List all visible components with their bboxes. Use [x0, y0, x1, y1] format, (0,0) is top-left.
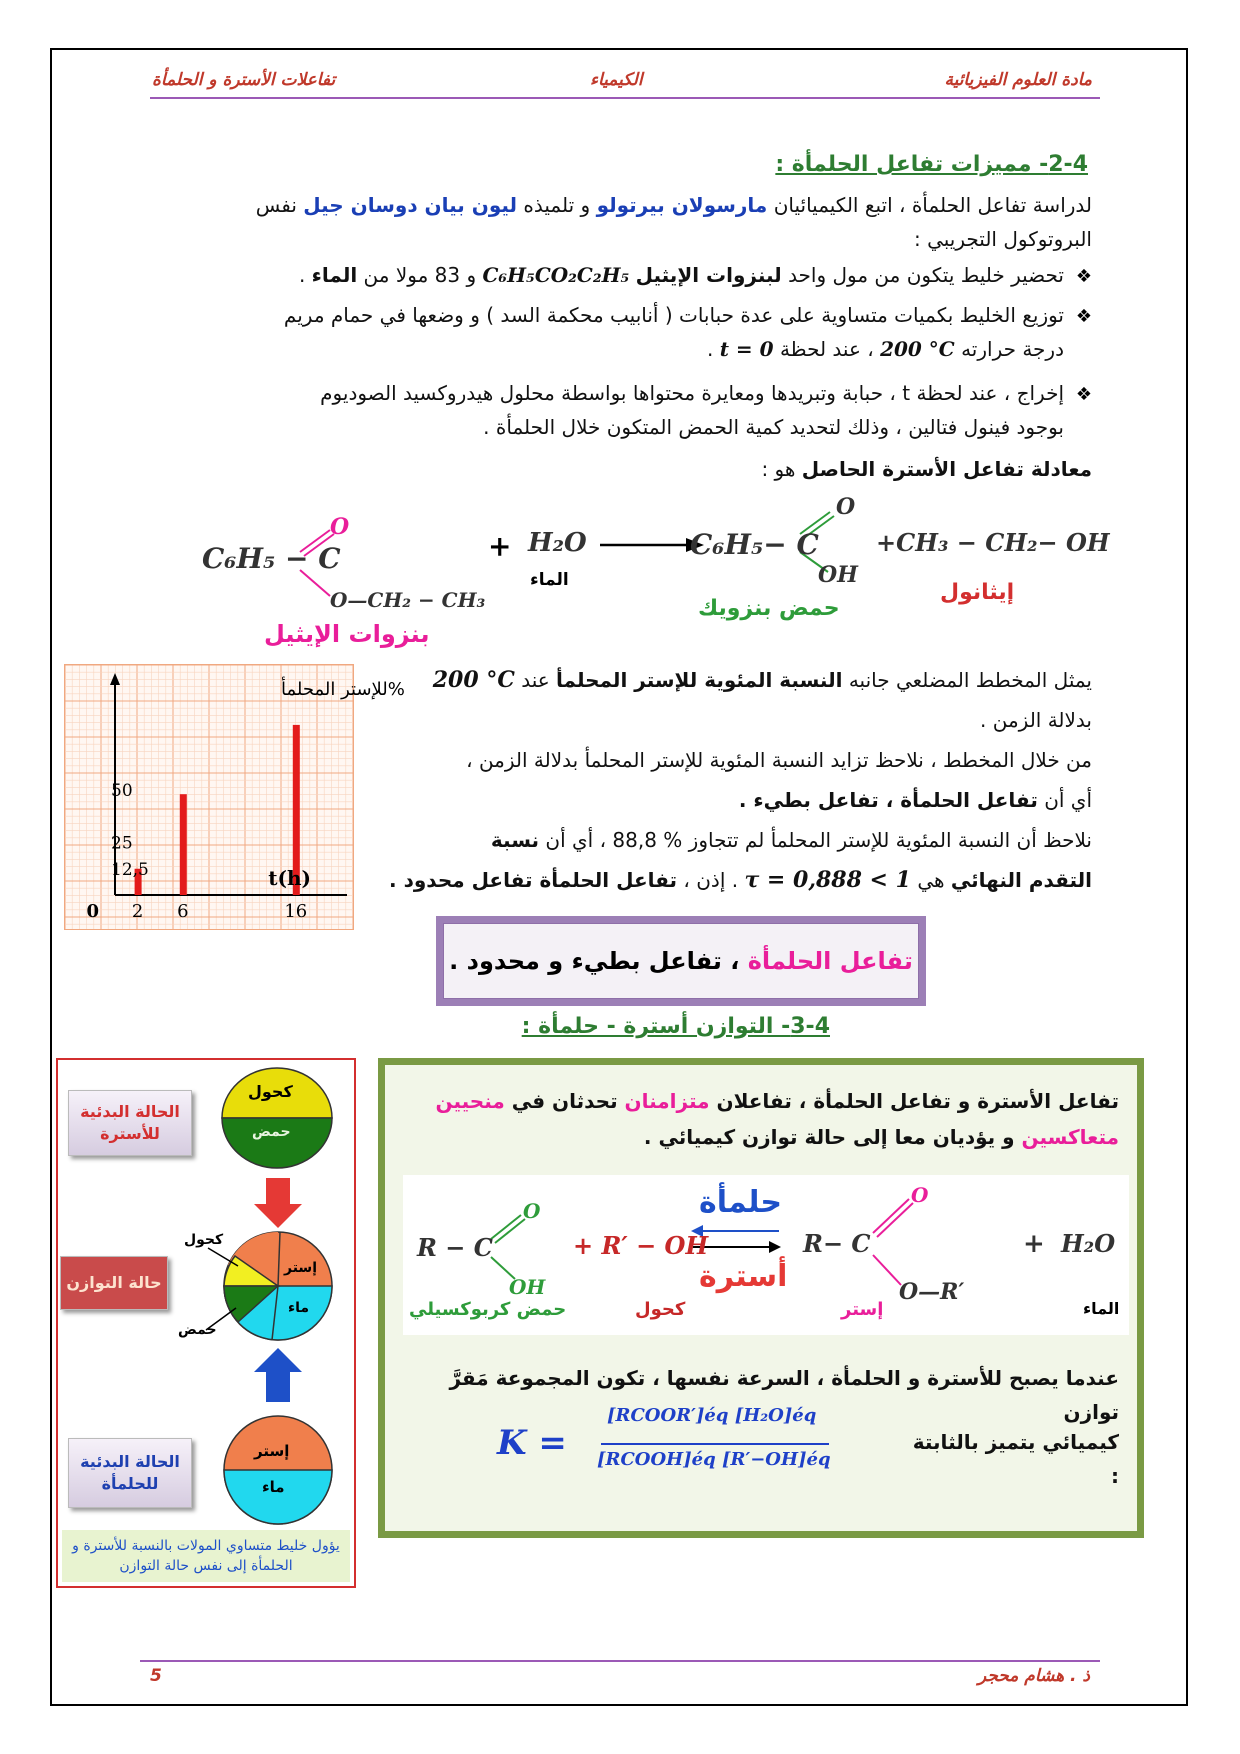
bullet-2-line-1: توزيع الخليط بكميات متساوية على عدة حبابات ( أنابيب محكمة السد ) و وضعها في حمام مريم	[283, 303, 1064, 327]
bullet-3-line-2: بوجود فينول فتالين ، وذلك لتحديد كمية الحمض المتكون خلال الحلمأة .	[483, 415, 1064, 439]
eq-plus-b: +	[1023, 1229, 1045, 1259]
chart-origin-label: 0	[86, 901, 99, 922]
bullet-2-end: .	[707, 337, 714, 361]
gt-line6-a: التقدم النهائي	[950, 868, 1092, 892]
header-subject: مادة العلوم الفيزيائية	[944, 70, 1092, 90]
bottom-ester-label: إستر	[254, 1442, 290, 1460]
gt-line2: بدلالة الزمن .	[980, 708, 1092, 732]
equation-intro-rest: هو :	[761, 457, 796, 481]
gt-line1-b: النسبة المئوية للإستر المحلمأ	[556, 668, 843, 692]
gt-line1-c: عند	[521, 668, 550, 692]
mid-acid-label: حمض	[178, 1322, 217, 1338]
bullet-1-text-c: و 83 مولا من	[363, 263, 477, 287]
header-domain: الكيمياء	[590, 70, 643, 90]
bullet-1-ester: لبنزوات الإيثيل	[635, 263, 782, 287]
k-lhs: K =	[497, 1423, 567, 1463]
hydrolysis-chart	[64, 664, 405, 930]
conclusion-inner	[443, 923, 919, 999]
eq-acid-oh: OH	[509, 1275, 546, 1299]
header-topic: تفاعلات الأسترة و الحلمأة	[152, 70, 336, 90]
bottom-water-label: ماء	[262, 1478, 285, 1496]
eq-arrow-hydrolysis: حلمأة	[699, 1185, 782, 1220]
eq-label-water: الماء	[1083, 1299, 1120, 1318]
equation-intro-bold: معادلة تفاعل الأسترة الحاصل	[801, 457, 1092, 481]
intro-text-b: و تلميذه	[523, 193, 591, 217]
eq-p1-a: تفاعل الأسترة و تفاعل الحلمأة ، تفاعلان	[716, 1089, 1119, 1113]
bullet-1-water: الماء	[311, 263, 358, 287]
eq-paragraph-3: عندما يصبح للأسترة و الحلمأة ، السرعة نفسها ، تكون المجموعة مَقرَّ توازن	[449, 1366, 1119, 1424]
eq-label-acid: حمض كربوكسيلي	[409, 1299, 567, 1320]
eq-acid-o: O	[523, 1199, 541, 1223]
bullet-1-formula: C₆H₅CO₂C₂H₅	[482, 263, 630, 287]
panel-note: يؤول خليط متساوي المولات بالنسبة للأسترة و الحلمأة إلى نفس حالة التوازن	[62, 1530, 350, 1582]
graph-explanation	[352, 660, 1092, 900]
k-fraction-bar	[601, 1443, 829, 1445]
bullet-1-icon: ❖	[1075, 266, 1092, 287]
eq-p1-d: منحيين	[435, 1089, 505, 1113]
eq-label-alcohol: كحول	[635, 1299, 686, 1320]
r1-label-acid: حمض بنزويك	[698, 596, 840, 621]
chart-y-tick-label: 12,5	[111, 859, 149, 880]
gt-temp: 200 °C	[432, 667, 515, 693]
r1-ester-o-top: O	[330, 514, 350, 540]
equilibrium-equation	[403, 1175, 1129, 1335]
chart-bar	[180, 794, 187, 895]
chart-x-tick-label: 2	[131, 901, 144, 922]
intro-text-a: لدراسة تفاعل الحلمأة ، اتبع الكيميائيان	[773, 193, 1092, 217]
top-alcohol-label: كحول	[248, 1082, 293, 1101]
gt-line1-a: يمثل المخطط المضلعي جانبه	[848, 668, 1092, 692]
footer-divider	[140, 1660, 1100, 1662]
bullet-2-text-b: ، عند لحظة	[779, 337, 874, 361]
gt-line6-b: هي	[917, 868, 945, 892]
eq-water: H₂O	[1061, 1229, 1116, 1258]
equilibrium-box	[378, 1058, 1144, 1538]
eq-acid-main: R − C	[417, 1233, 493, 1262]
r1-label-ester: بنزوات الإيثيل	[264, 620, 430, 648]
r1-ethanol: +CH₃ − CH₂− OH	[876, 528, 1110, 557]
chart-y-tick-label: 50	[111, 781, 133, 801]
chart-x-tick-label: 6	[177, 901, 189, 922]
eq-p2-a: متعاكسين	[1021, 1125, 1119, 1149]
conclusion-part-1: تفاعل الحلمأة	[747, 947, 913, 975]
bullet-2-t0: t = 0	[719, 337, 774, 361]
bullet-2-icon: ❖	[1075, 306, 1092, 327]
r1-ester-main: C₆H₅ − C	[202, 542, 341, 575]
k-numerator: [RCOOR′]éq [H₂O]éq	[607, 1405, 817, 1426]
gt-line5-b: نسبة	[490, 828, 540, 852]
r1-label-alcohol: إيثانول	[940, 580, 1015, 605]
r1-label-water: الماء	[530, 570, 569, 590]
section-43-title: 3-4- التوازن أسترة - حلمأة :	[521, 1014, 830, 1039]
equilibrium-box-inner	[385, 1065, 1137, 1531]
chart-x-tick-label: 16	[284, 901, 308, 922]
chemist-2: ليون بيان دوسان جيل	[303, 193, 518, 217]
gt-line4-a: أي أن	[1044, 788, 1092, 812]
r1-acid-o: O	[836, 494, 856, 520]
eq-arrow-esterification: أسترة	[699, 1259, 788, 1294]
chemist-1: مارسولان بيرتولو	[596, 193, 768, 217]
gt-line5: نلاحظ أن النسبة المئوية للإستر المحلمأ لم تتجاوز % 88,8 ، أي أن	[545, 828, 1092, 852]
r1-acid-oh: OH	[818, 562, 858, 588]
hydrolysis-chart-svg	[65, 665, 405, 929]
gt-line4-b: تفاعل الحلمأة ، تفاعل بطيء .	[738, 788, 1038, 812]
equilibrium-diagram-panel	[56, 1058, 356, 1588]
chart-y-tick-label: 25	[111, 833, 133, 854]
eq-p1-c: تحدثان في	[511, 1089, 618, 1113]
state-initial-hydrolysis: الحالة البدئية للحلمأة	[68, 1438, 192, 1508]
r1-ester-chain: O—CH₂ − CH₃	[330, 588, 486, 612]
eq-ester-or: O—R′	[899, 1279, 965, 1305]
intro-line-2: البروتوكول التجريبي :	[913, 227, 1092, 251]
bullet-2-temp: 200 °C	[880, 337, 955, 361]
eq-ester-main: R− C	[803, 1229, 871, 1258]
eq-p1-b: متزامنان	[624, 1089, 710, 1113]
bullet-3-icon: ❖	[1075, 384, 1092, 405]
bullet-1-text-a: تحضير خليط يتكون من مول واحد	[788, 263, 1064, 287]
mid-alcohol-label: كحول	[184, 1232, 224, 1248]
top-acid-label: حمض	[252, 1124, 291, 1140]
r1-acid-main: C₆H₅− C	[690, 528, 819, 561]
k-formula	[497, 1405, 837, 1485]
eq-p2-b: و يؤديان معا إلى حالة توازن كيميائي .	[643, 1125, 1015, 1149]
bullet-1-end: .	[298, 263, 306, 287]
eq-alcohol: + R′ − OH	[573, 1231, 709, 1260]
gt-line3: من خلال المخطط ، نلاحظ تزايد النسبة المئوية للإستر المحلمأ بدلالة الزمن ،	[466, 748, 1092, 772]
r1-plus: +	[488, 530, 512, 563]
gt-line6-d: تفاعل الحلمأة تفاعل محدود .	[389, 868, 678, 892]
section-42-title: 2-4- مميزات تفاعل الحلمأة :	[775, 152, 1088, 177]
conclusion-box	[436, 916, 926, 1006]
state-equilibrium: حالة التوازن	[60, 1256, 168, 1310]
mid-water-label: ماء	[288, 1300, 310, 1316]
bullet-3-line-1: إخراج ، عند لحظة t ، حبابة وتبريدها ومعايرة محتواها بواسطة محلول هيدروكسيد الصوديوم	[320, 381, 1064, 405]
page-number: 5	[150, 1666, 162, 1686]
eq-label-ester: إستر	[841, 1299, 884, 1320]
gt-line6-c: . إذن ،	[683, 868, 739, 892]
gt-tau: τ = 0,888 < 1	[744, 867, 911, 893]
mid-ester-label: إستر	[284, 1260, 317, 1276]
conclusion-part-2: ، تفاعل بطيء و محدود .	[449, 947, 740, 975]
chart-x-label: t(h)	[268, 866, 311, 890]
bullet-2-text-a: درجة حرارته	[961, 337, 1064, 361]
state-initial-esterification: الحالة البدئية للأسترة	[68, 1090, 192, 1156]
eq-paragraph-4: كيميائي يتميز بالثابتة :	[912, 1430, 1119, 1488]
eq-paragraph-1	[399, 1083, 1119, 1155]
reaction-1-bonds	[0, 0, 1240, 660]
intro-text-c: نفس	[255, 193, 297, 217]
footer-author: ذ . هشام محجر	[977, 1666, 1090, 1686]
eq-ester-o: O	[911, 1183, 929, 1207]
r1-water: H₂O	[528, 528, 587, 558]
k-denominator: [RCOOH]éq [R′−OH]éq	[597, 1449, 831, 1470]
chart-y-label: %للإستر المحلمأ	[281, 679, 405, 700]
